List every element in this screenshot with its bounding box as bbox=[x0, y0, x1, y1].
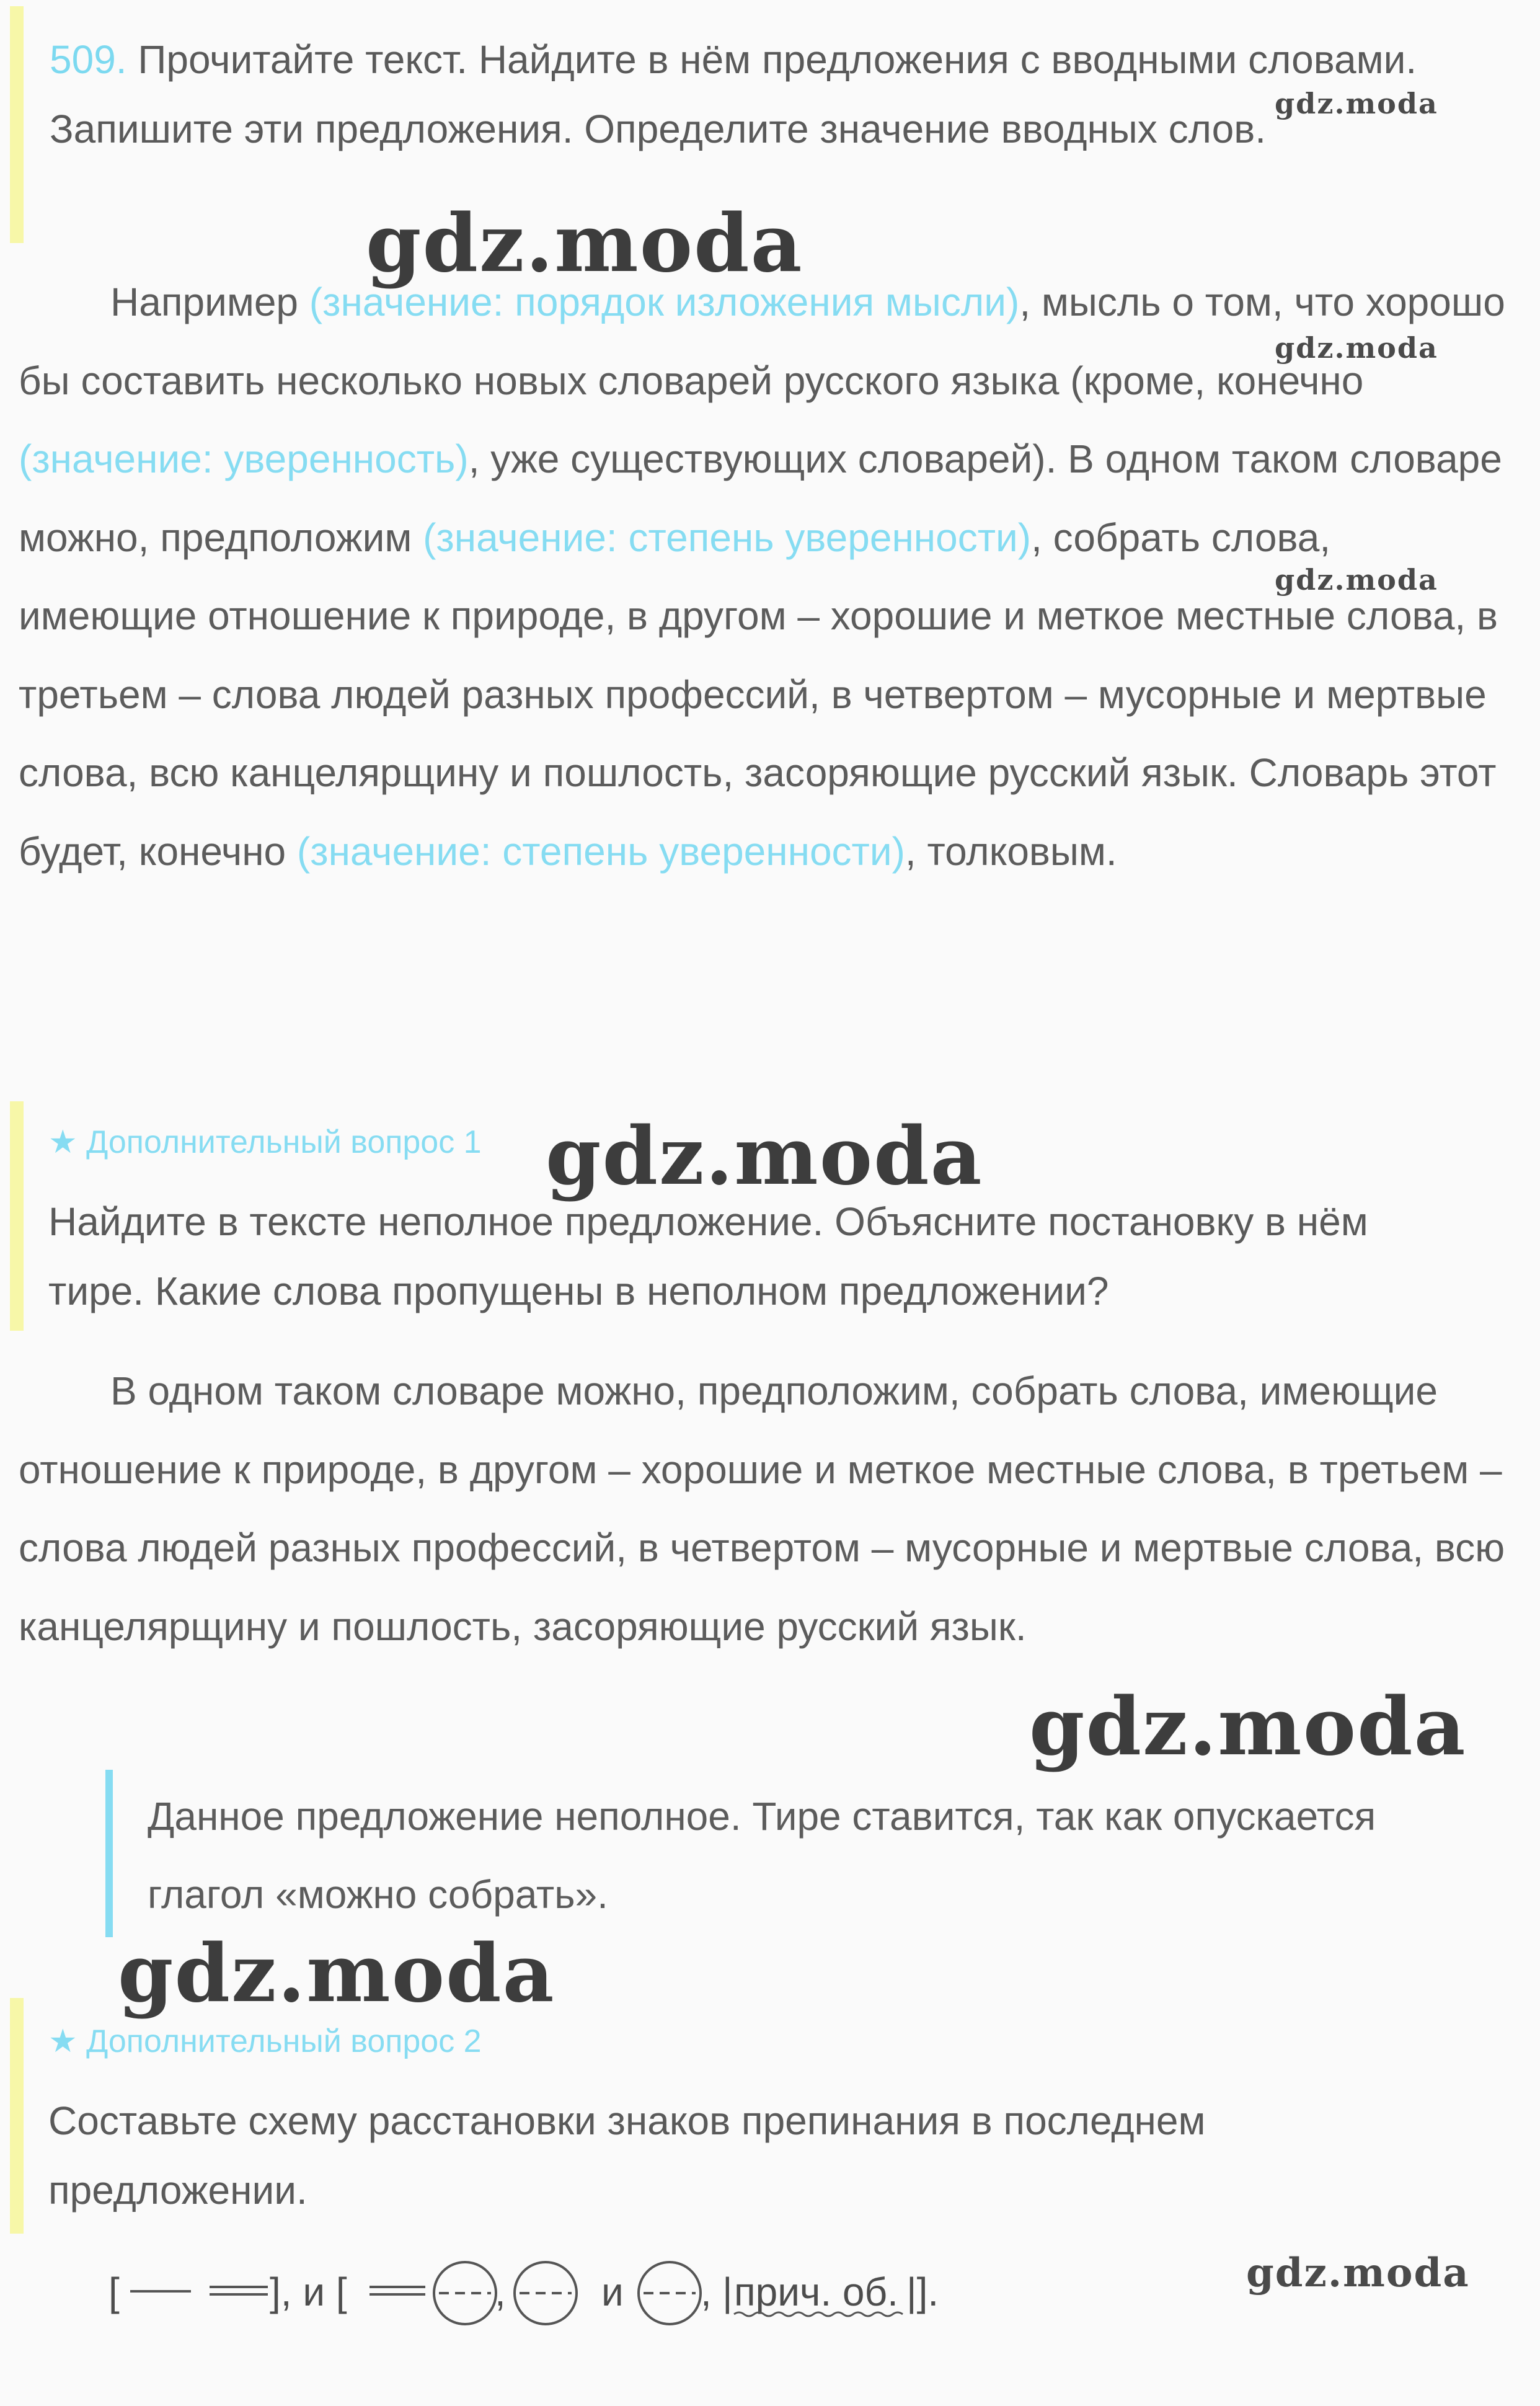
task-text: Прочитайте текст. Найдите в нём предложения с вводными словами. Запишите эти предложения. Определите значение вводных слов. bbox=[50, 37, 1417, 151]
watermark: gdz.moda bbox=[366, 197, 803, 290]
scheme-and: и bbox=[601, 2270, 624, 2314]
watermark: gdz.moda bbox=[1029, 1680, 1467, 1773]
task-number: 509. bbox=[50, 37, 127, 82]
watermark: gdz.moda bbox=[1275, 331, 1438, 365]
intro-word-note: (значение: степень уверенности) bbox=[296, 828, 905, 874]
wavy-underline bbox=[734, 2312, 903, 2316]
question-1-quote bbox=[19, 1352, 1519, 1666]
clause-open-bar: | bbox=[722, 2270, 733, 2314]
question-1-text: Найдите в тексте неполное предложение. Объясните постановку в нём тире. Какие слова пропущены в неполном предложении? bbox=[48, 1199, 1368, 1313]
passage-segment: , толковым. bbox=[905, 828, 1117, 874]
watermark: gdz.moda bbox=[1246, 2250, 1470, 2296]
object-circle-3 bbox=[639, 2262, 701, 2324]
scheme-comma: , bbox=[495, 2270, 506, 2314]
passage-segment: , собрать слова, имеющие отношение к природе, в другом – хорошие и меткое местные слова, в третьем – слова людей разных профессий, в четвертом – мусорные и мертвые слова, всю канцелярщину и пошлость, засоряющие русский язык. Словарь этот будет, конечно bbox=[19, 515, 1498, 874]
scheme-comma-2: , bbox=[701, 2270, 712, 2314]
question-1-title: ★ Дополнительный вопрос 1 bbox=[48, 1124, 482, 1160]
scheme-close-and: ], и [ bbox=[270, 2270, 347, 2314]
passage-segment: , мысль о том, что хорошо бы составить несколько новых словарей русского языка (кроме, конечно bbox=[19, 280, 1505, 403]
watermark: gdz.moda bbox=[546, 1110, 983, 1203]
scheme-open-bracket: [ bbox=[108, 2270, 120, 2314]
intro-word-note: (значение: степень уверенности) bbox=[423, 515, 1032, 560]
question-1-answer-block bbox=[105, 1770, 1502, 1937]
question-2-text: Составьте схему расстановки знаков препинания в последнем предложении. bbox=[48, 2098, 1206, 2213]
clause-close: |]. bbox=[906, 2270, 939, 2314]
question-1-answer: Данное предложение неполное. Тире ставится, так как опускается глагол «можно собрать». bbox=[148, 1794, 1376, 1917]
intro-word-note: (значение: порядок изложения мысли) bbox=[309, 280, 1020, 324]
quote-text: В одном таком словаре можно, предположим, собрать слова, имеющие отношение к природе, в другом – хорошие и меткое местные слова, в третьем – слова людей разных профессий, в четвертом – мусорные и мертвые слова, всю канцелярщину и пошлость, засоряющие русский язык. bbox=[19, 1369, 1505, 1649]
object-circle-2 bbox=[515, 2262, 577, 2324]
participial-phrase-label: прич. об. bbox=[734, 2270, 898, 2314]
watermark: gdz.moda bbox=[1275, 87, 1438, 120]
intro-word-note: (значение: уверенность) bbox=[19, 437, 469, 481]
punctuation-scheme bbox=[105, 2257, 1221, 2325]
question-2-title: ★ Дополнительный вопрос 2 bbox=[48, 2023, 482, 2059]
passage-segment: , уже существующих словарей). В одном таком словаре можно, предположим bbox=[19, 437, 1502, 560]
watermark: gdz.moda bbox=[1275, 563, 1438, 597]
object-circle-1 bbox=[434, 2262, 496, 2324]
watermark: gdz.moda bbox=[118, 1927, 555, 2020]
passage-segment: Например bbox=[110, 280, 298, 324]
